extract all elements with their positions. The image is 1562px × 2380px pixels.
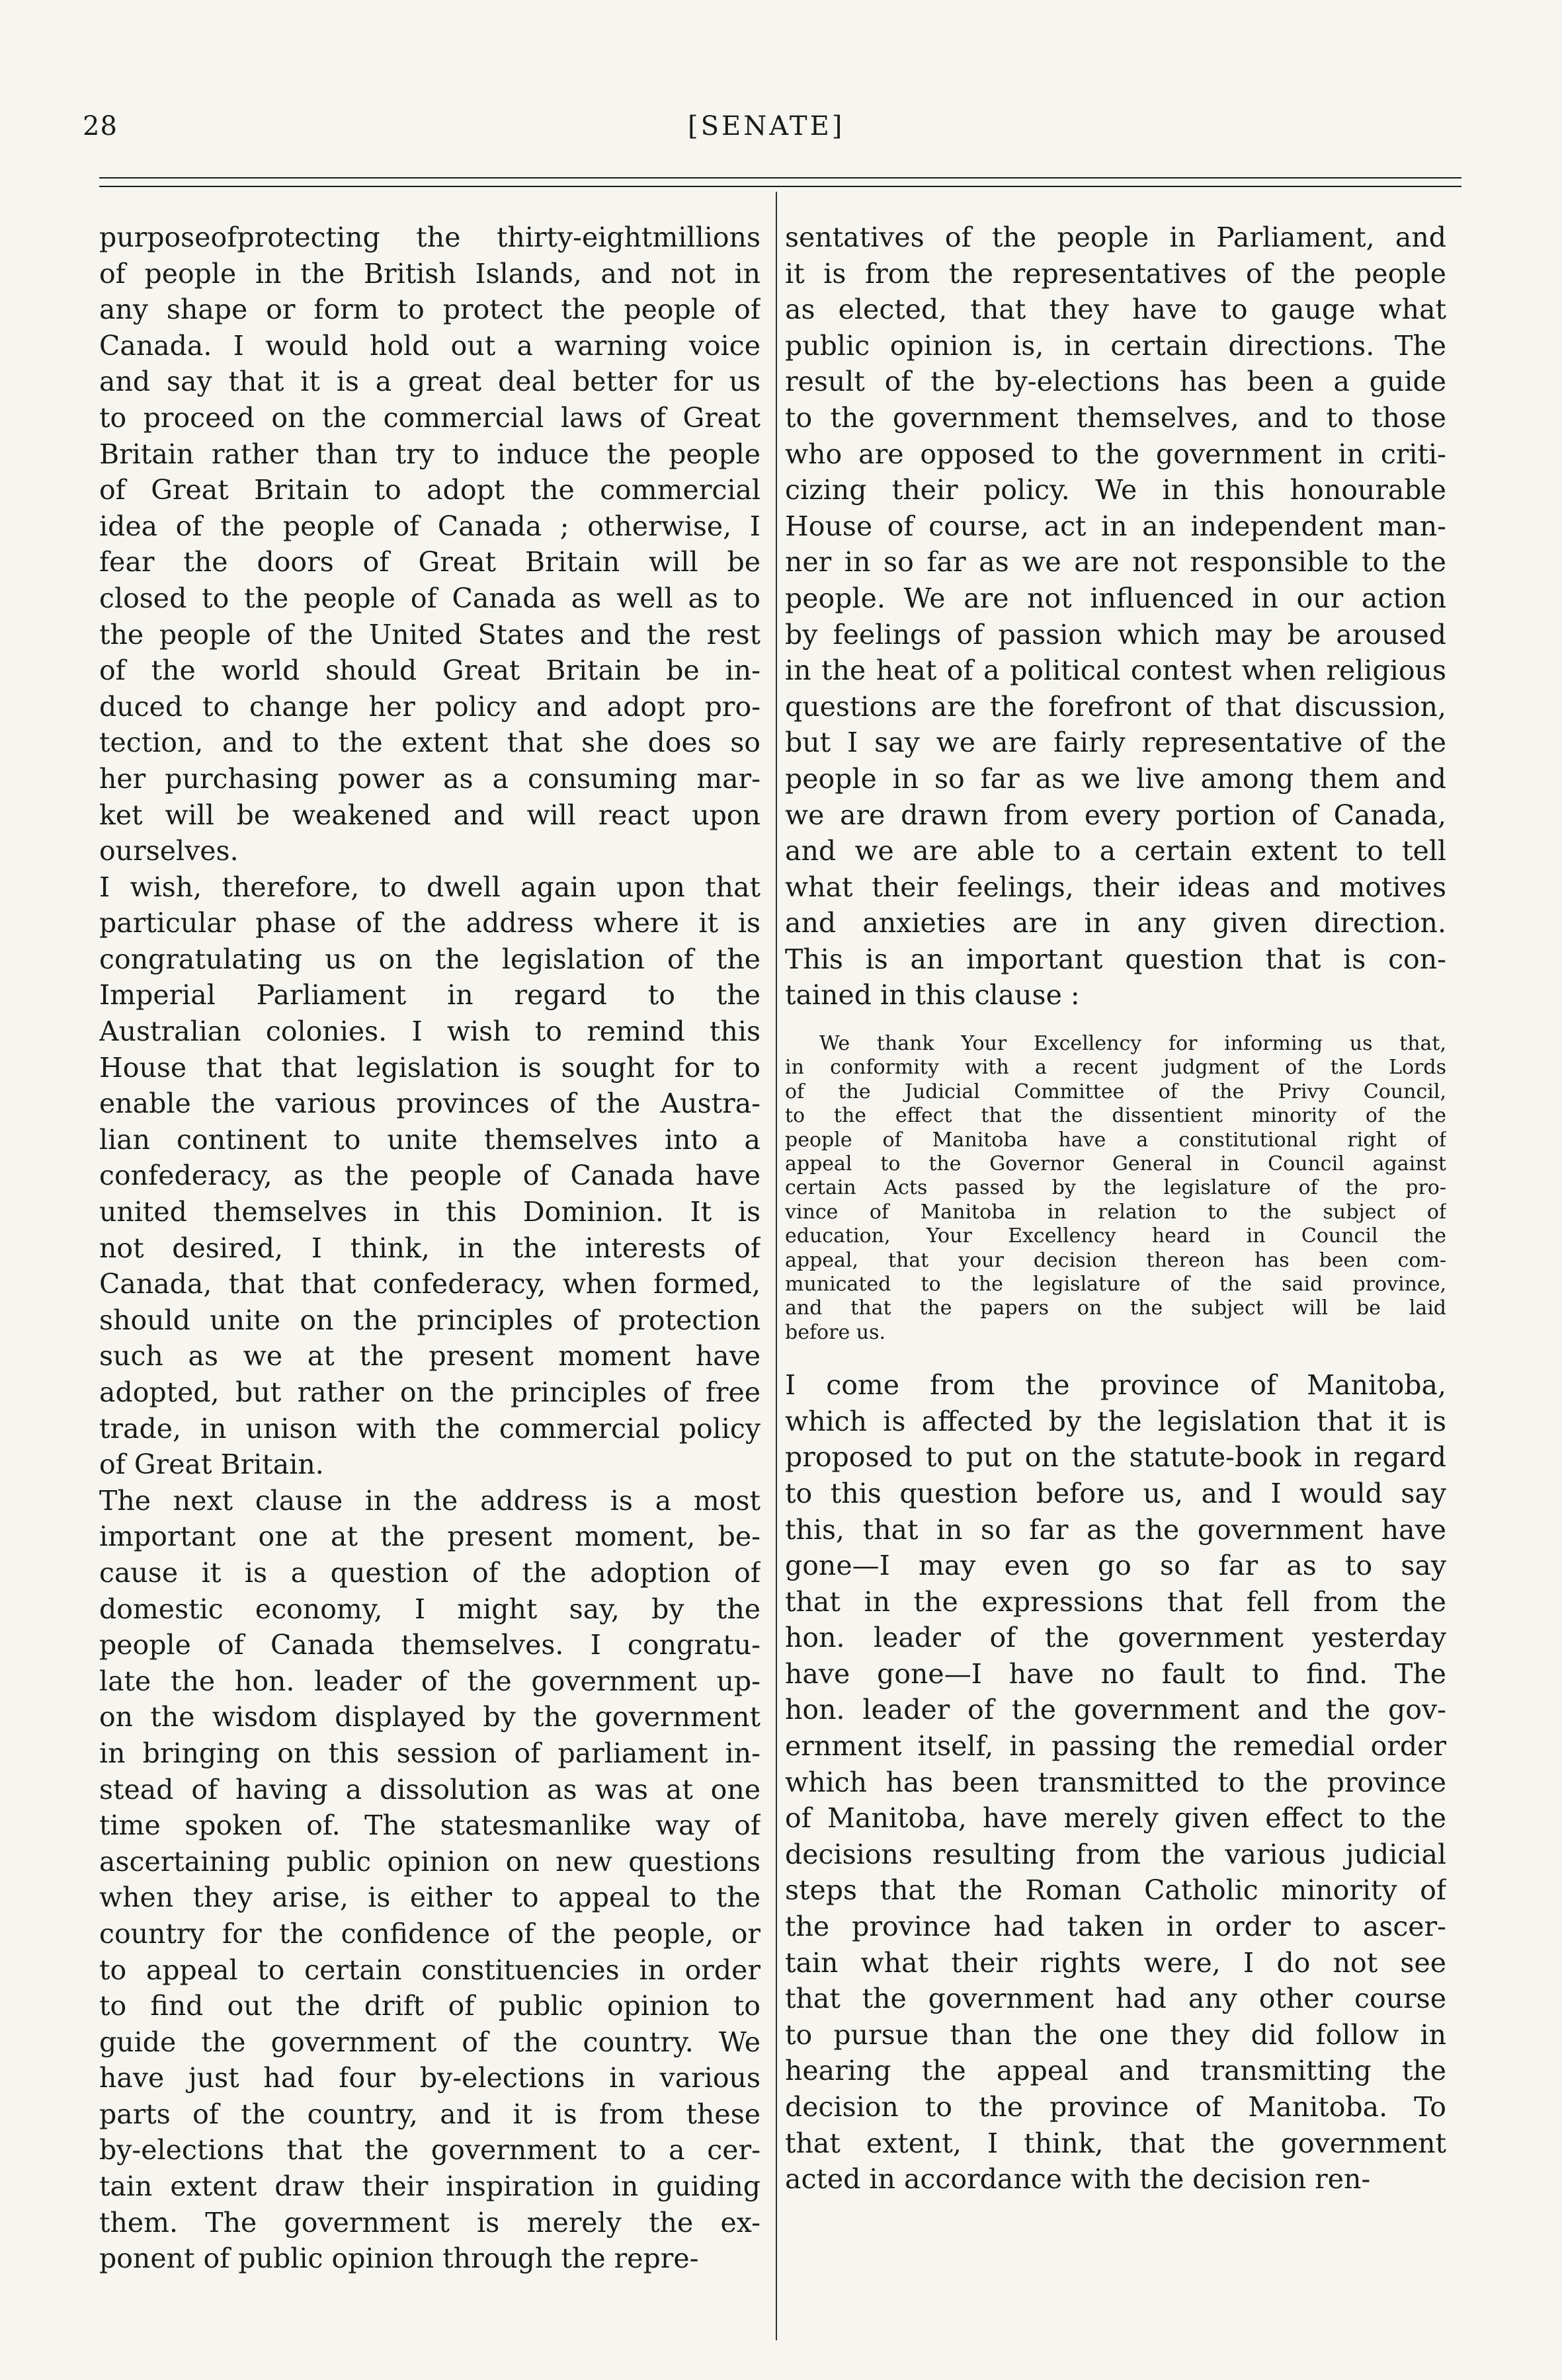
text-line: ner in so far as we are not responsible to the: [785, 546, 1446, 578]
text-line: the province had taken in order to ascer-: [785, 1911, 1446, 1943]
text-line: that extent, I think, that the government: [785, 2127, 1446, 2159]
text-line: municated to the legislature of the said province,: [785, 1272, 1446, 1296]
text-line: should unite on the principles of protection: [99, 1304, 760, 1336]
text-line: of Manitoba, have merely given effect to the: [785, 1802, 1446, 1835]
text-line: and say that it is a great deal better for us: [99, 366, 760, 398]
text-line: This is an important question that is con-: [785, 943, 1446, 975]
text-line: House of course, act in an independent man-: [785, 510, 1446, 542]
text-line: domestic economy, I might say, by the: [99, 1593, 760, 1625]
text-line: result of the by-elections has been a guide: [785, 366, 1446, 398]
text-line: of Great Britain.: [99, 1448, 324, 1481]
right-column-bottom-text: [785, 1367, 1446, 2198]
text-line: to pursue than the one they did follow in: [785, 2018, 1446, 2051]
text-line: guide the government of the country. We: [99, 2026, 760, 2058]
text-line: proposed to put on the statute-book in regard: [785, 1441, 1446, 1474]
text-line: confederacy, as the people of Canada have: [99, 1160, 760, 1192]
text-line: tain extent draw their inspiration in guiding: [99, 2170, 760, 2203]
text-line: united themselves in this Dominion. It is: [99, 1196, 760, 1228]
text-line: tained in this clause :: [785, 979, 1080, 1012]
text-line: decision to the province of Manitoba. To: [785, 2091, 1446, 2123]
text-line: have just had four by-elections in various: [99, 2062, 760, 2094]
text-line: as elected, that they have to gauge what: [785, 294, 1446, 326]
text-line: purposeofprotecting the thirty-eightmillions: [99, 221, 760, 253]
text-line: in bringing on this session of parliament in-: [99, 1737, 760, 1769]
text-line: of people in the British Islands, and not in: [99, 257, 760, 290]
text-line: before us.: [785, 1320, 886, 1344]
text-line: certain Acts passed by the legislature of the pro-: [785, 1176, 1446, 1200]
right-column-top-text: [785, 219, 1446, 1013]
right-column: [785, 219, 1446, 2198]
text-line: education, Your Excellency heard in Council the: [785, 1224, 1446, 1248]
quoted-address-clause: [785, 1032, 1446, 1345]
text-line: Australian colonies. I wish to remind this: [99, 1015, 760, 1048]
text-line: House that that legislation is sought for to: [99, 1051, 760, 1084]
text-line: in conformity with a recent judgment of the Lords: [785, 1056, 1446, 1080]
text-line: I come from the province of Manitoba,: [785, 1369, 1446, 1402]
text-line: people of Manitoba have a constitutional right of: [785, 1128, 1446, 1152]
text-line: by-elections that the government to a cer-: [99, 2134, 760, 2166]
text-line: duced to change her policy and adopt pro-: [99, 690, 760, 723]
text-line: fear the doors of Great Britain will be: [99, 546, 760, 578]
text-line: acted in accordance with the decision ren-: [785, 2163, 1371, 2196]
text-line: lian continent to unite themselves into a: [99, 1123, 760, 1156]
text-line: to the government themselves, and to those: [785, 401, 1446, 434]
text-line: of the Judicial Committee of the Privy Council,: [785, 1080, 1446, 1103]
text-line: closed to the people of Canada as well as to: [99, 582, 760, 614]
text-line: people of Canada themselves. I congratu-: [99, 1629, 760, 1661]
text-line: hon. leader of the government yesterday: [785, 1622, 1446, 1654]
text-line: to find out the drift of public opinion to: [99, 1990, 760, 2022]
text-line: Canada, that that confederacy, when formed,: [99, 1268, 760, 1300]
text-line: appeal, that your decision thereon has been com-: [785, 1248, 1446, 1272]
text-line: tain what their rights were, I do not see: [785, 1946, 1446, 1979]
text-line: have gone—I have no fault to find. The: [785, 1657, 1446, 1690]
text-line: We thank Your Excellency for informing us that,: [819, 1032, 1446, 1056]
text-line: it is from the representatives of the people: [785, 257, 1446, 290]
text-line: the people of the United States and the rest: [99, 618, 760, 651]
text-line: late the hon. leader of the government up-: [99, 1665, 760, 1697]
text-line: and anxieties are in any given direction.: [785, 907, 1446, 939]
text-line: ernment itself, in passing the remedial order: [785, 1730, 1446, 1763]
text-line: stead of having a dissolution as was at one: [99, 1773, 760, 1805]
header-rule-bottom: [99, 186, 1461, 187]
text-line: time spoken of. The statesmanlike way of: [99, 1809, 760, 1842]
text-line: such as we at the present moment have: [99, 1340, 760, 1372]
text-line: who are opposed to the government in criti-: [785, 438, 1446, 470]
text-line: not desired, I think, in the interests of: [99, 1232, 760, 1264]
text-line: this, that in so far as the government have: [785, 1513, 1446, 1546]
left-column: [99, 219, 760, 2277]
running-head: [SENATE]: [688, 111, 845, 141]
text-line: we are drawn from every portion of Canada,: [785, 799, 1446, 831]
text-line: which is affected by the legislation that it is: [785, 1405, 1446, 1437]
text-line: and that the papers on the subject will be laid: [785, 1296, 1446, 1320]
text-line: to proceed on the commercial laws of Great: [99, 401, 760, 434]
text-line: to appeal to certain constituencies in order: [99, 1954, 760, 1986]
text-line: congratulating us on the legislation of the: [99, 943, 760, 975]
text-line: when they arise, is either to appeal to the: [99, 1882, 760, 1914]
text-line: in the heat of a political contest when religious: [785, 654, 1446, 687]
text-line: vince of Manitoba in relation to the subject of: [785, 1200, 1446, 1224]
text-line: of the world should Great Britain be in-: [99, 654, 760, 687]
text-line: any shape or form to protect the people of: [99, 294, 760, 326]
text-line: by feelings of passion which may be aroused: [785, 618, 1446, 651]
text-line: The next clause in the address is a most: [99, 1484, 760, 1517]
page-number: 28: [83, 111, 118, 141]
text-line: hearing the appeal and transmitting the: [785, 2055, 1446, 2087]
text-line: Britain rather than try to induce the people: [99, 438, 760, 470]
text-line: appeal to the Governor General in Council against: [785, 1152, 1446, 1176]
text-line: public opinion is, in certain directions. The: [785, 329, 1446, 362]
text-line: trade, in unison with the commercial policy: [99, 1412, 760, 1445]
text-line: ourselves.: [99, 835, 239, 867]
text-line: which has been transmitted to the province: [785, 1766, 1446, 1798]
text-line: decisions resulting from the various judicial: [785, 1838, 1446, 1870]
text-line: hon. leader of the government and the gov-: [785, 1694, 1446, 1726]
text-line: ascertaining public opinion on new questions: [99, 1845, 760, 1878]
text-line: ponent of public opinion through the repre-: [99, 2242, 699, 2275]
text-line: people in so far as we live among them and: [785, 762, 1446, 795]
text-line: important one at the present moment, be-: [99, 1521, 760, 1553]
text-line: them. The government is merely the ex-: [99, 2206, 760, 2239]
text-line: that the government had any other course: [785, 1983, 1446, 2015]
text-line: and we are able to a certain extent to tell: [785, 835, 1446, 867]
text-line: that in the expressions that fell from the: [785, 1585, 1446, 1618]
column-divider: [776, 192, 777, 2340]
text-line: questions are the forefront of that discussion,: [785, 690, 1446, 723]
text-line: particular phase of the address where it is: [99, 907, 760, 939]
text-line: I wish, therefore, to dwell again upon that: [99, 871, 760, 903]
text-line: Canada. I would hold out a warning voice: [99, 329, 760, 362]
text-line: her purchasing power as a consuming mar-: [99, 762, 760, 795]
text-line: enable the various provinces of the Austra-: [99, 1088, 760, 1120]
text-line: gone—I may even go so far as to say: [785, 1550, 1446, 1582]
header-rule-top: [99, 177, 1461, 178]
text-line: but I say we are fairly representative of the: [785, 727, 1446, 759]
text-line: adopted, but rather on the principles of free: [99, 1376, 760, 1408]
text-line: people. We are not influenced in our action: [785, 582, 1446, 614]
text-line: what their feelings, their ideas and motives: [785, 871, 1446, 903]
text-line: idea of the people of Canada ; otherwise, I: [99, 510, 760, 542]
text-line: sentatives of the people in Parliament, and: [785, 221, 1446, 253]
text-line: Imperial Parliament in regard to the: [99, 979, 760, 1012]
text-line: to the effect that the dissentient minority of the: [785, 1104, 1446, 1128]
text-line: country for the confidence of the people, or: [99, 1917, 760, 1950]
text-line: parts of the country, and it is from these: [99, 2098, 760, 2130]
text-line: of Great Britain to adopt the commercial: [99, 474, 760, 506]
text-line: to this question before us, and I would say: [785, 1477, 1446, 1509]
text-line: cause it is a question of the adoption of: [99, 1556, 760, 1589]
text-line: ket will be weakened and will react upon: [99, 799, 760, 831]
text-line: on the wisdom displayed by the government: [99, 1701, 760, 1733]
text-line: cizing their policy. We in this honourable: [785, 474, 1446, 506]
text-line: tection, and to the extent that she does so: [99, 727, 760, 759]
text-line: steps that the Roman Catholic minority of: [785, 1874, 1446, 1907]
